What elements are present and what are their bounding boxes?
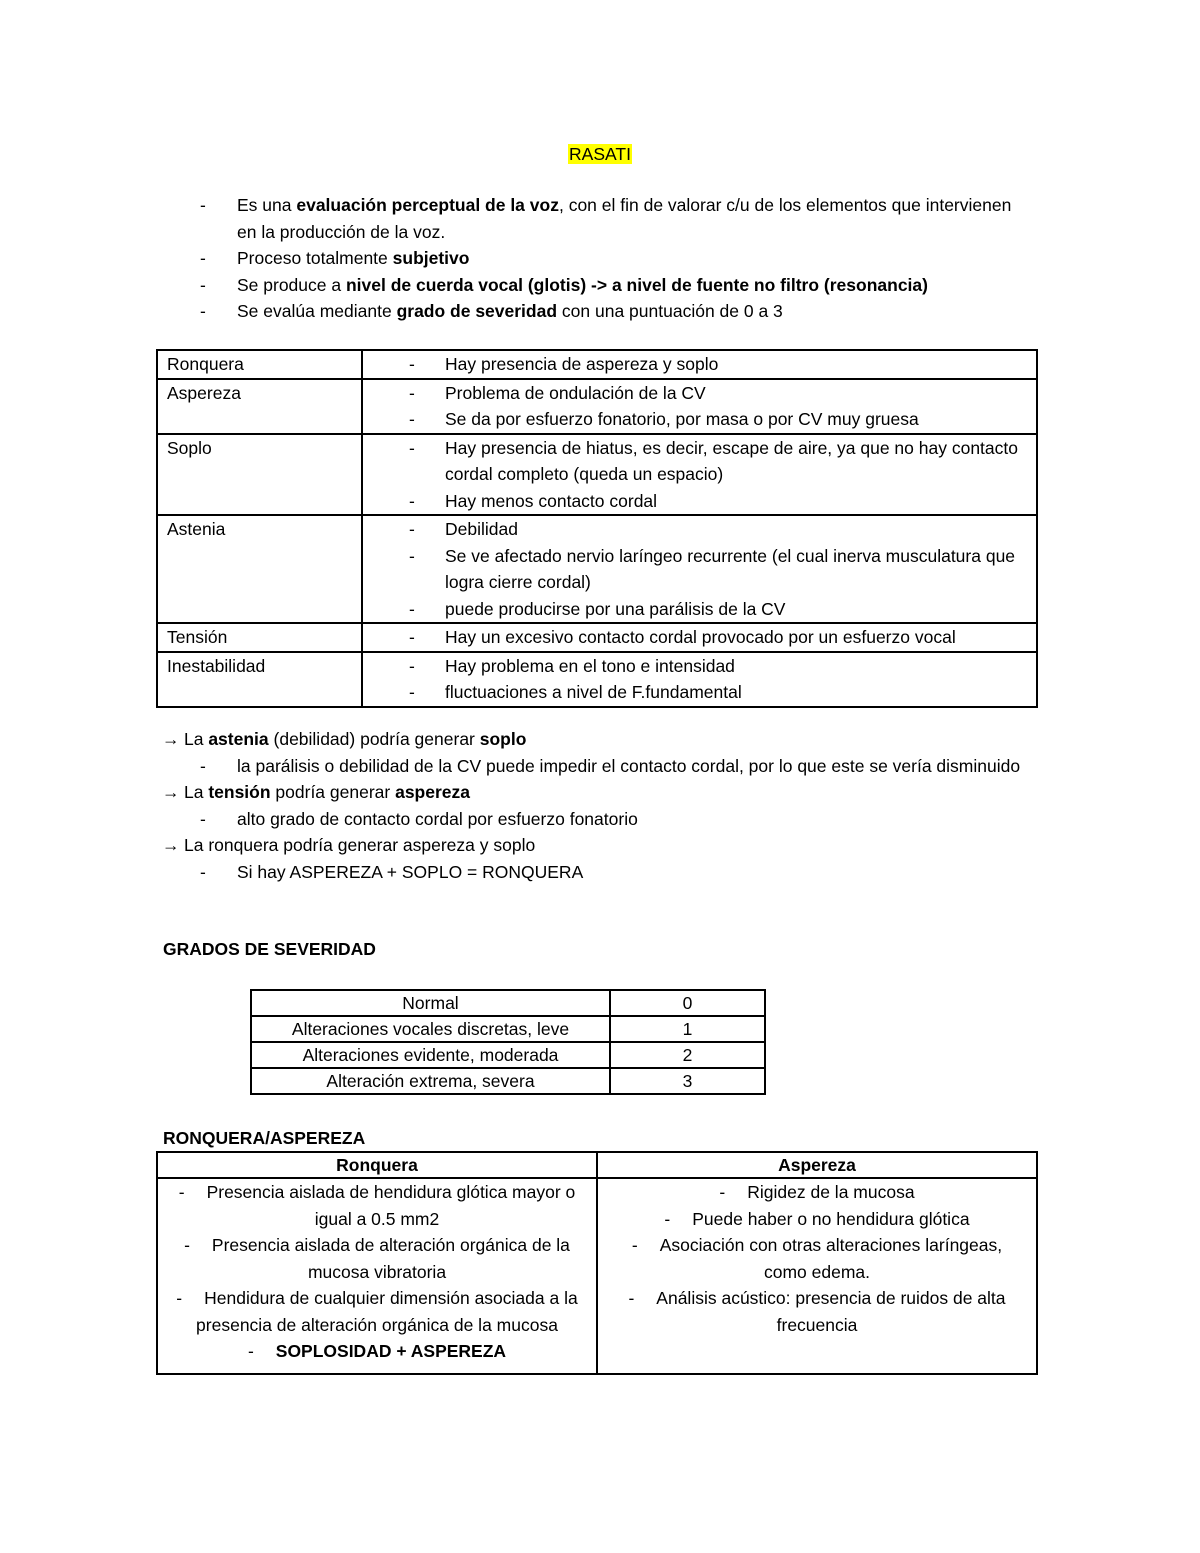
rasati-term: Soplo xyxy=(157,434,362,516)
relation-line xyxy=(162,832,1042,859)
arrow-icon: → xyxy=(162,729,180,749)
intro-item xyxy=(200,245,1030,272)
rasati-point: - Hay problema en el tono e intensidad xyxy=(409,653,1027,680)
severity-label: Alteración extrema, severa xyxy=(251,1068,610,1094)
dash-marker: - xyxy=(178,1182,185,1202)
dash-marker: - xyxy=(247,1341,254,1361)
text-run: Es una xyxy=(237,195,297,215)
dash-marker: - xyxy=(664,1208,671,1229)
comparison-item xyxy=(612,1232,1022,1285)
rasati-term: Astenia xyxy=(157,515,362,623)
comparison-item-text: Presencia aislada de alteración orgánica de la mucosa vibratoria xyxy=(211,1235,570,1282)
bold-text: grado de severidad xyxy=(396,301,558,321)
comparison-item-text: Presencia aislada de hendidura glótica mayor o igual a 0.5 mm2 xyxy=(206,1182,576,1229)
rasati-description xyxy=(362,350,1037,379)
comparison-item xyxy=(612,1285,1022,1338)
rasati-point: - Se ve afectado nervio laríngeo recurrente (el cual inerva musculatura que logra cierre cordal) xyxy=(409,543,1027,596)
severity-level: 0 xyxy=(610,990,765,1016)
rasati-point: - Hay presencia de aspereza y soplo xyxy=(409,351,1027,378)
text-run: podría generar xyxy=(270,782,396,802)
rasati-row xyxy=(157,515,1037,623)
severity-label: Alteraciones evidente, moderada xyxy=(251,1042,610,1068)
rasati-point: - Debilidad xyxy=(409,516,1027,543)
comparison-item-text: Rigidez de la mucosa xyxy=(747,1182,915,1202)
relation-sub-item: - Si hay ASPEREZA + SOPLO = RONQUERA xyxy=(200,859,1042,886)
comparison-item xyxy=(172,1338,582,1365)
comparison-item xyxy=(172,1232,582,1285)
page-title-text: RASATI xyxy=(569,144,631,164)
relation-sub-item: - alto grado de contacto cordal por esfuerzo fonatorio xyxy=(200,806,1042,833)
bold-text: evaluación perceptual de la voz xyxy=(296,195,559,215)
rasati-description xyxy=(362,652,1037,707)
severity-heading: GRADOS DE SEVERIDAD xyxy=(163,939,376,959)
severity-row xyxy=(251,1042,765,1068)
relations-block xyxy=(162,726,1042,885)
rasati-description xyxy=(362,515,1037,623)
bold-text: aspereza xyxy=(395,782,471,802)
rasati-description xyxy=(362,379,1037,434)
rasati-row xyxy=(157,379,1037,434)
rasati-row xyxy=(157,434,1037,516)
severity-label: Normal xyxy=(251,990,610,1016)
text-run: , con el fin de valorar c/u de los elementos que intervienen en la producción de la voz. xyxy=(237,195,1012,242)
rasati-points xyxy=(372,653,1027,706)
comparison-item-text: SOPLOSIDAD + ASPEREZA xyxy=(275,1341,507,1361)
relation-sub-list xyxy=(162,859,1042,886)
rasati-row xyxy=(157,350,1037,379)
bold-text: soplo xyxy=(479,729,527,749)
severity-table xyxy=(250,989,766,1095)
severity-level: 1 xyxy=(610,1016,765,1042)
relation-line xyxy=(162,726,1042,753)
comparison-item xyxy=(172,1285,582,1338)
dash-marker: - xyxy=(631,1235,638,1255)
relation-sub-list xyxy=(162,806,1042,833)
rasati-term: Ronquera xyxy=(157,350,362,379)
dash-marker: - xyxy=(628,1288,635,1308)
relation-sub-item: - la parálisis o debilidad de la CV puede impedir el contacto cordal, por lo que este se vería disminuido xyxy=(200,753,1042,780)
intro-item xyxy=(200,298,1030,325)
dash-marker: - xyxy=(184,1235,190,1255)
bold-text: subjetivo xyxy=(392,248,470,268)
comparison-heading: RONQUERA/ASPEREZA xyxy=(163,1128,366,1148)
intro-list xyxy=(200,192,1030,325)
bold-text: nivel de cuerda vocal (glotis) -> a nivel de fuente no filtro (resonancia) xyxy=(345,274,928,295)
rasati-row xyxy=(157,623,1037,652)
dash-marker: - xyxy=(719,1182,726,1202)
rasati-row xyxy=(157,652,1037,707)
ronquera-column-cell xyxy=(157,1178,597,1374)
rasati-term: Tensión xyxy=(157,623,362,652)
text-run: La xyxy=(184,782,209,802)
rasati-point: - Hay presencia de hiatus, es decir, escape de aire, ya que no hay contacto cordal completo (queda un espacio) xyxy=(409,435,1027,488)
text-run: Se produce a xyxy=(237,274,346,295)
comparison-item-text: Puede haber o no hendidura glótica xyxy=(692,1208,970,1229)
text-run: La ronquera podría generar aspereza y soplo xyxy=(184,835,536,855)
comparison-item xyxy=(612,1179,1022,1206)
text-run: (debilidad) podría generar xyxy=(268,729,480,749)
severity-row xyxy=(251,1068,765,1094)
arrow-icon: → xyxy=(162,782,180,802)
aspereza-column-cell xyxy=(597,1178,1037,1374)
ronquera-column-header: Ronquera xyxy=(157,1152,597,1178)
rasati-term: Inestabilidad xyxy=(157,652,362,707)
page-title xyxy=(0,141,1200,168)
severity-row xyxy=(251,1016,765,1042)
rasati-points xyxy=(372,624,1027,651)
intro-item xyxy=(200,272,1030,299)
rasati-point: - puede producirse por una parálisis de la CV xyxy=(409,596,1027,623)
rasati-points xyxy=(372,516,1027,622)
severity-row xyxy=(251,990,765,1016)
relation-line xyxy=(162,779,1042,806)
text-run: Proceso totalmente xyxy=(237,248,393,268)
rasati-point: - Problema de ondulación de la CV xyxy=(409,380,1027,407)
relation-sub-list xyxy=(162,753,1042,780)
comparison-item-text: Hendidura de cualquier dimensión asociada a la presencia de alteración orgánica de la mucosa xyxy=(196,1288,578,1335)
rasati-point: - Hay menos contacto cordal xyxy=(409,488,1027,515)
bold-text: astenia xyxy=(208,729,269,749)
severity-level: 3 xyxy=(610,1068,765,1094)
rasati-description xyxy=(362,623,1037,652)
rasati-term: Aspereza xyxy=(157,379,362,434)
comparison-item xyxy=(172,1179,582,1232)
rasati-point: - Se da por esfuerzo fonatorio, por masa o por CV muy gruesa xyxy=(409,406,1027,433)
text-run: La xyxy=(184,729,209,749)
rasati-points xyxy=(372,380,1027,433)
rasati-description xyxy=(362,434,1037,516)
rasati-point: - Hay un excesivo contacto cordal provocado por un esfuerzo vocal xyxy=(409,624,1027,651)
rasati-point: - fluctuaciones a nivel de F.fundamental xyxy=(409,679,1027,706)
comparison-item xyxy=(612,1206,1022,1233)
comparison-item-text: Asociación con otras alteraciones laríngeas, como edema. xyxy=(659,1235,1003,1282)
severity-level: 2 xyxy=(610,1042,765,1068)
rasati-points xyxy=(372,351,1027,378)
dash-marker: - xyxy=(176,1288,183,1308)
text-run: con una puntuación de 0 a 3 xyxy=(557,301,783,321)
comparison-item-text: Análisis acústico: presencia de ruidos de alta frecuencia xyxy=(656,1288,1006,1335)
comparison-table xyxy=(156,1151,1038,1375)
aspereza-column-header: Aspereza xyxy=(597,1152,1037,1178)
rasati-points xyxy=(372,435,1027,515)
text-run: Se evalúa mediante xyxy=(237,301,397,321)
rasati-table xyxy=(156,349,1038,708)
arrow-icon: → xyxy=(162,835,180,855)
severity-label: Alteraciones vocales discretas, leve xyxy=(251,1016,610,1042)
intro-item xyxy=(200,192,1030,245)
bold-text: tensión xyxy=(208,782,271,802)
